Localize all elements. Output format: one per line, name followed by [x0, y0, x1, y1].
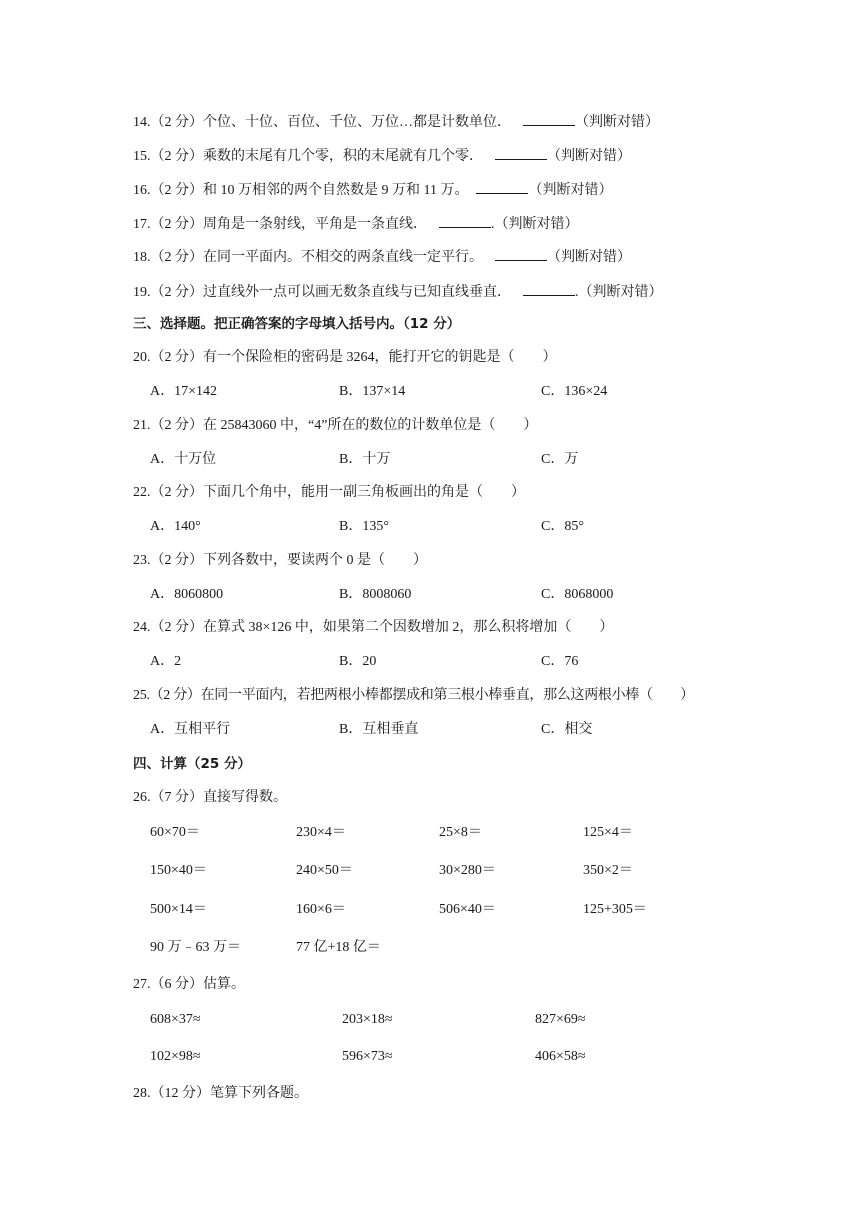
calc-item: 350×2＝	[583, 863, 633, 878]
calc-item: 160×6＝	[296, 902, 346, 917]
option-c[interactable]: C．76	[541, 654, 579, 669]
option-c[interactable]: C．136×24	[541, 384, 608, 399]
question-27: 27.（6 分）估算。	[133, 977, 245, 992]
option-a[interactable]: A．互相平行	[150, 722, 231, 737]
estimate-item: 406×58≈	[535, 1049, 586, 1064]
option-b[interactable]: B．135°	[339, 519, 389, 534]
question-26: 26.（7 分）直接写得数。	[133, 790, 287, 805]
option-a[interactable]: A．17×142	[150, 384, 218, 399]
option-b[interactable]: B．137×14	[339, 384, 406, 399]
option-a[interactable]: A．十万位	[150, 452, 217, 467]
calc-item: 240×50＝	[296, 863, 353, 878]
estimate-item: 102×98≈	[150, 1049, 201, 1064]
answer-blank[interactable]	[523, 111, 575, 126]
option-a[interactable]: A．2	[150, 654, 182, 669]
question-text: 17.（2 分）周角是一条射线，平角是一条直线．	[133, 217, 427, 232]
question-text: 18.（2 分）在同一平面内。不相交的两条直线一定平行。	[133, 250, 483, 265]
question-suffix: （判断对错）	[575, 115, 659, 130]
section-heading-calculation: 四、计算（25 分）	[133, 756, 251, 772]
estimate-item: 203×18≈	[342, 1012, 393, 1027]
question-20: 20.（2 分）有一个保险柜的密码是 3264，能打开它的钥匙是（ ）	[133, 350, 557, 365]
question-suffix: .（判断对错）	[491, 217, 579, 232]
option-c[interactable]: C．8068000	[541, 587, 614, 602]
calc-item: 77 亿+18 亿＝	[296, 940, 381, 955]
option-c[interactable]: C．85°	[541, 519, 584, 534]
calc-item: 506×40＝	[439, 902, 496, 917]
question-21: 21.（2 分）在 25843060 中，“4”所在的数位的计数单位是（ ）	[133, 418, 538, 433]
question-text: 15.（2 分）乘数的末尾有几个零，积的末尾就有几个零．	[133, 149, 483, 164]
calc-item: 150×40＝	[150, 863, 207, 878]
question-22: 22.（2 分）下面几个角中，能用一副三角板画出的角是（ ）	[133, 485, 525, 500]
question-suffix: （判断对错）	[528, 183, 613, 198]
calc-item: 60×70＝	[150, 825, 200, 840]
option-b[interactable]: B．20	[339, 654, 377, 669]
option-a[interactable]: A．8060800	[150, 587, 224, 602]
question-28: 28.（12 分）笔算下列各题。	[133, 1086, 308, 1101]
question-23: 23.（2 分）下列各数中，要读两个 0 是（ ）	[133, 553, 427, 568]
question-text: 19.（2 分）过直线外一点可以画无数条直线与已知直线垂直．	[133, 285, 511, 300]
calc-item: 500×14＝	[150, 902, 207, 917]
calc-item: 125+305＝	[583, 902, 647, 917]
option-c[interactable]: C．相交	[541, 722, 593, 737]
calc-item: 25×8＝	[439, 825, 482, 840]
calc-item: 30×280＝	[439, 863, 496, 878]
question-16	[133, 179, 612, 201]
calc-item: 125×4＝	[583, 825, 633, 840]
answer-blank[interactable]	[495, 145, 547, 160]
option-a[interactable]: A．140°	[150, 519, 201, 534]
question-suffix: （判断对错）	[547, 250, 631, 265]
question-25: 25.（2 分）在同一平面内，若把两根小棒都摆成和第三根小棒垂直，那么这两根小棒（ ）	[133, 688, 694, 703]
estimate-item: 608×37≈	[150, 1012, 201, 1027]
question-text: 14.（2 分）个位、十位、百位、千位、万位…都是计数单位．	[133, 115, 511, 130]
estimate-item: 827×69≈	[535, 1012, 586, 1027]
calc-item: 230×4＝	[296, 825, 346, 840]
question-17	[133, 213, 579, 235]
question-19	[133, 281, 663, 303]
question-text: 16.（2 分）和 10 万相邻的两个自然数是 9 万和 11 万。	[133, 183, 469, 198]
section-heading-choice: 三、选择题。把正确答案的字母填入括号内。（12 分）	[133, 316, 461, 332]
option-b[interactable]: B．十万	[339, 452, 391, 467]
calc-item: 90 万﹣63 万＝	[150, 940, 241, 955]
question-14	[133, 111, 659, 133]
option-b[interactable]: B．互相垂直	[339, 722, 419, 737]
option-c[interactable]: C．万	[541, 452, 579, 467]
option-b[interactable]: B．8008060	[339, 587, 412, 602]
question-15	[133, 145, 631, 167]
answer-blank[interactable]	[439, 213, 491, 228]
answer-blank[interactable]	[523, 281, 575, 296]
question-suffix: .（判断对错）	[575, 285, 663, 300]
question-24: 24.（2 分）在算式 38×126 中，如果第二个因数增加 2，那么积将增加（ ）	[133, 620, 614, 635]
estimate-item: 596×73≈	[342, 1049, 393, 1064]
answer-blank[interactable]	[495, 246, 547, 261]
answer-blank[interactable]	[476, 179, 528, 194]
question-18	[133, 246, 631, 268]
question-suffix: （判断对错）	[547, 149, 631, 164]
